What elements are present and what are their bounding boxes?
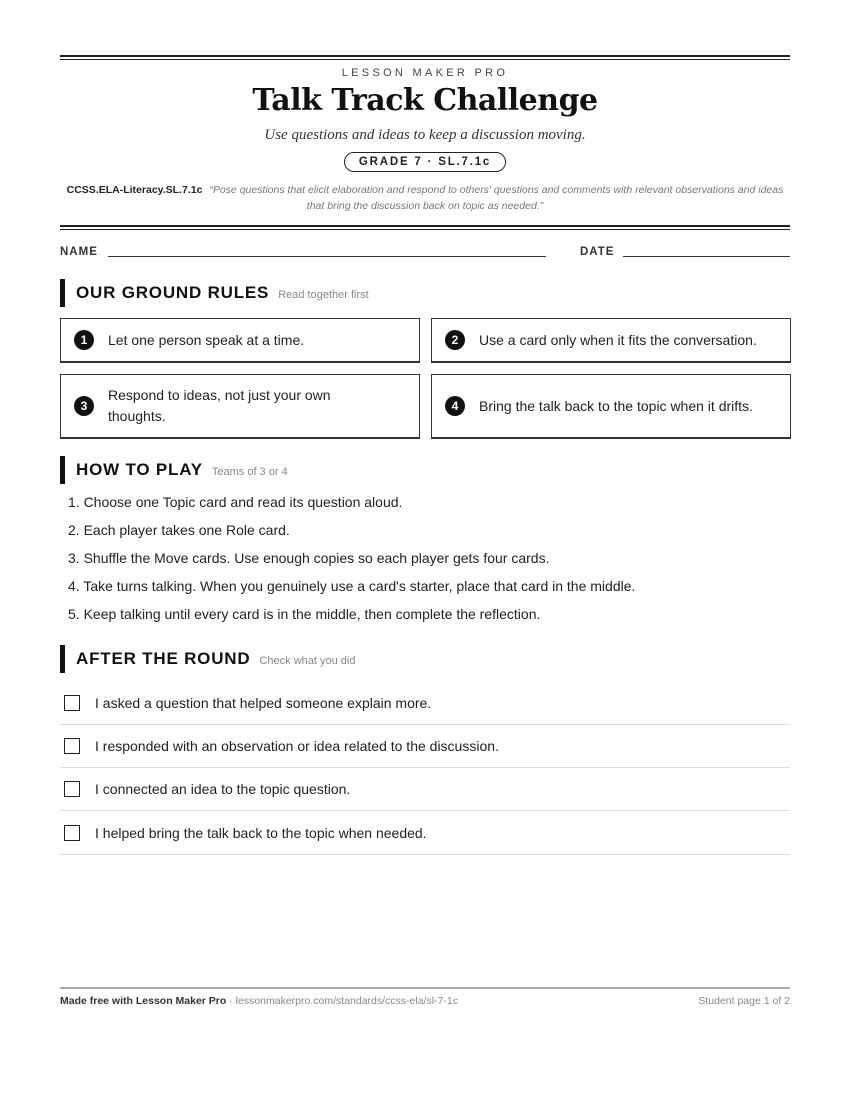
- name-label: NAME: [60, 246, 98, 258]
- checklist-text: I connected an idea to the topic question.: [95, 780, 351, 797]
- section-marker: [60, 645, 65, 673]
- instruction-step: 2. Each player takes one Role card.: [68, 522, 290, 538]
- page-number: Student page 1 of 2: [698, 995, 790, 1007]
- checklist-text: I asked a question that helped someone explain more.: [95, 694, 432, 711]
- rule-number-badge: 4: [445, 396, 465, 416]
- date-label: DATE: [580, 246, 615, 258]
- checklist-item: [60, 767, 790, 811]
- ground-rule-card: [60, 318, 420, 363]
- checklist-item: [60, 724, 790, 768]
- date-field[interactable]: [623, 256, 790, 257]
- checklist-item: [60, 811, 790, 855]
- section-marker: [60, 279, 65, 307]
- section-note: Teams of 3 or 4: [211, 465, 288, 478]
- rule-number-badge: 2: [445, 330, 465, 350]
- standard-statement: [60, 182, 790, 214]
- section-marker: [60, 456, 65, 484]
- page-subtitle: Use questions and ideas to keep a discussion moving.: [264, 127, 586, 143]
- checklist-item: [60, 681, 790, 725]
- instruction-step: 5. Keep talking until every card is in the middle, then complete the reflection.: [68, 606, 541, 622]
- instruction-step: 1. Choose one Topic card and read its question aloud.: [68, 494, 403, 510]
- standard-text: “Pose questions that elicit elaboration and respond to others' questions and comments with relevant observations and ideas that bring the discussion back on topic as needed.”: [209, 184, 784, 212]
- checklist-text: I responded with an observation or idea related to the discussion.: [95, 737, 499, 754]
- instruction-step: 3. Shuffle the Move cards. Use enough copies so each player gets four cards.: [68, 550, 550, 566]
- rule-number-badge: 1: [74, 330, 94, 350]
- rule-text: Respond to ideas, not just your own thoughts.: [108, 387, 331, 424]
- grade-badge: GRADE 7 · SL.7.1c: [344, 152, 506, 172]
- rule-text: Bring the talk back to the topic when it drifts.: [479, 397, 753, 414]
- standard-code: CCSS.ELA-Literacy.SL.7.1c: [66, 184, 203, 196]
- brand-name: LESSON MAKER PRO: [341, 67, 509, 79]
- rule-text: Let one person speak at a time.: [108, 331, 305, 348]
- header-bottom-rule: [60, 225, 790, 230]
- section-note: Check what you did: [259, 654, 356, 667]
- grade-badge-wrap: [60, 152, 790, 172]
- ground-rule-card: [431, 374, 791, 439]
- reflection-checkbox[interactable]: [64, 738, 80, 754]
- section-title: AFTER THE ROUND: [76, 649, 251, 668]
- section-title: HOW TO PLAY: [76, 460, 203, 479]
- ground-rule-card: [60, 374, 420, 439]
- ground-rules-heading: [60, 279, 369, 307]
- footer-credit: [60, 995, 458, 1007]
- section-title: OUR GROUND RULES: [76, 283, 270, 302]
- after-round-heading: [60, 645, 355, 673]
- instruction-step: 4. Take turns talking. When you genuinely use a card's starter, place that card in the middle.: [68, 578, 636, 594]
- rule-number-badge: 3: [74, 396, 94, 416]
- footer-url[interactable]: · lessonmakerpro.com/standards/ccss-ela/sl-7-1c: [226, 995, 458, 1007]
- footer-rule: [60, 987, 790, 989]
- reflection-checkbox[interactable]: [64, 825, 80, 841]
- how-to-play-heading: [60, 456, 288, 484]
- name-field[interactable]: [108, 256, 546, 257]
- page-title: Talk Track Challenge: [252, 83, 598, 118]
- reflection-checkbox[interactable]: [64, 781, 80, 797]
- rule-text: Use a card only when it fits the conversation.: [479, 331, 757, 348]
- section-note: Read together first: [278, 288, 369, 301]
- ground-rule-card: [431, 318, 791, 363]
- footer-made-by: Made free with Lesson Maker Pro: [60, 995, 227, 1007]
- header-top-rule: [60, 55, 790, 60]
- reflection-checkbox[interactable]: [64, 695, 80, 711]
- worksheet-page: [60, 0, 790, 1100]
- checklist-text: I helped bring the talk back to the topic when needed.: [95, 824, 427, 841]
- instructions-list: [68, 490, 788, 630]
